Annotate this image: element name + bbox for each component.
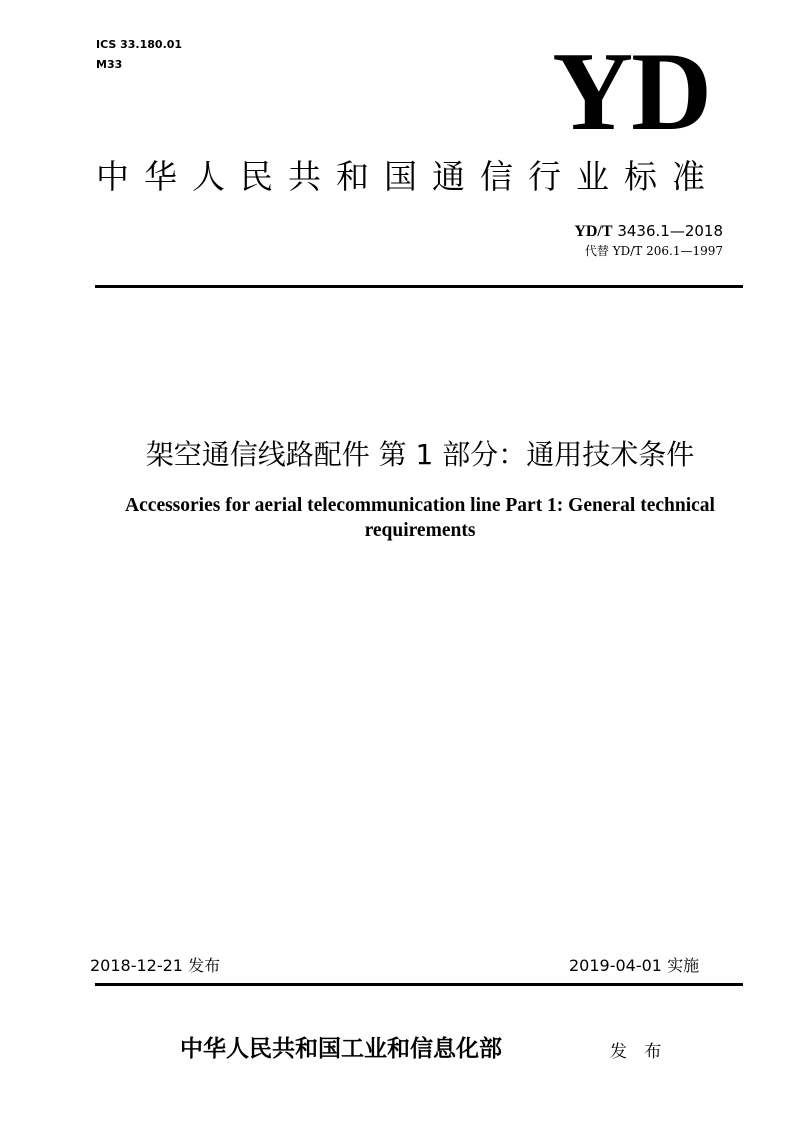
document-title-english bbox=[80, 493, 760, 543]
standard-number-prefix: YD/T bbox=[574, 223, 613, 240]
issue-label: 发 布 bbox=[610, 1042, 668, 1062]
standard-number-value: 3436.1—2018 bbox=[617, 222, 723, 240]
ccs-code: M33 bbox=[96, 58, 123, 71]
publish-date: 2018-12-21 发布 bbox=[90, 956, 221, 975]
document-title-english-line-2: requirements bbox=[364, 520, 476, 541]
replaces-standard: 代替 YD/T 206.1—1997 bbox=[584, 244, 723, 258]
footer-divider bbox=[95, 983, 743, 986]
header-divider bbox=[95, 285, 743, 288]
issuing-authority: 中华人民共和国工业和信息化部 bbox=[180, 1035, 502, 1062]
document-title-chinese: 架空通信线路配件 第 1 部分：通用技术条件 bbox=[145, 438, 695, 471]
standard-number bbox=[574, 220, 723, 243]
ics-code: ICS 33.180.01 bbox=[96, 38, 183, 51]
yd-logo: YD bbox=[552, 30, 710, 154]
implement-date: 2019-04-01 实施 bbox=[569, 956, 700, 975]
classification-codes bbox=[96, 35, 182, 75]
standard-category-title: 中华人民共和国通信行业标准 bbox=[96, 157, 720, 196]
document-title-english-line-1: Accessories for aerial telecommunication line Part 1: General technical bbox=[125, 495, 715, 516]
